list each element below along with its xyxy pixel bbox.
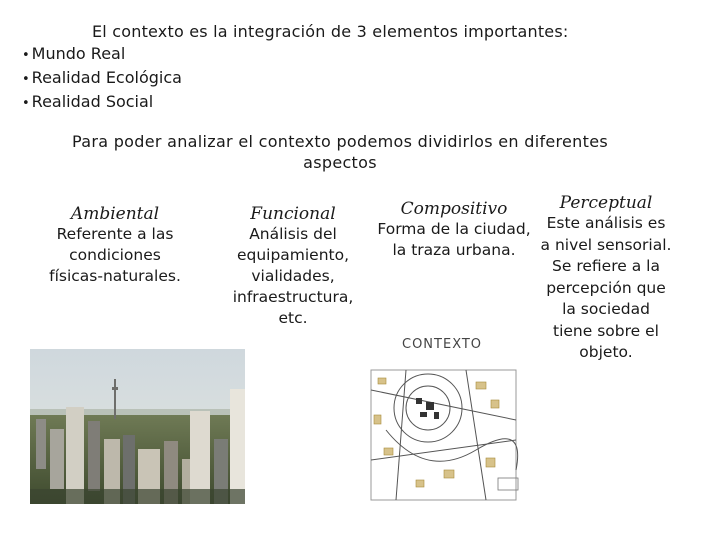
map-label: CONTEXTO — [402, 337, 483, 352]
urban-context-map — [366, 330, 524, 502]
aspect-description: Análisis del equipamiento, vialidades, infraestructura, etc. — [232, 225, 354, 327]
aspect-funcional — [216, 204, 370, 329]
aspect-heading: Ambiental — [70, 204, 160, 224]
elements-list — [22, 43, 182, 115]
aspect-perceptual — [540, 193, 672, 364]
aspect-heading: Compositivo — [400, 199, 508, 219]
aspect-compositivo — [376, 199, 532, 261]
city-skyline-photo — [30, 349, 245, 504]
section-subtitle: Para poder analizar el contexto podemos dividirlos en diferentes aspectos — [72, 132, 608, 172]
list-item: • Mundo Real — [22, 43, 182, 67]
aspect-ambiental — [40, 204, 190, 287]
list-item: • Realidad Ecológica — [22, 67, 182, 91]
aspect-heading: Funcional — [250, 204, 336, 224]
list-item: • Realidad Social — [22, 91, 182, 115]
aspect-description: Forma de la ciudad, la traza urbana. — [377, 220, 531, 259]
aspect-description: Referente a las condiciones físicas-naturales. — [49, 225, 181, 285]
aspect-heading: Perceptual — [559, 193, 653, 213]
intro-title: El contexto es la integración de 3 elementos importantes: — [92, 22, 569, 41]
aspect-description: Este análisis es a nivel sensorial. Se refiere a la percepción que la sociedad tiene sobre el objeto. — [540, 214, 672, 361]
